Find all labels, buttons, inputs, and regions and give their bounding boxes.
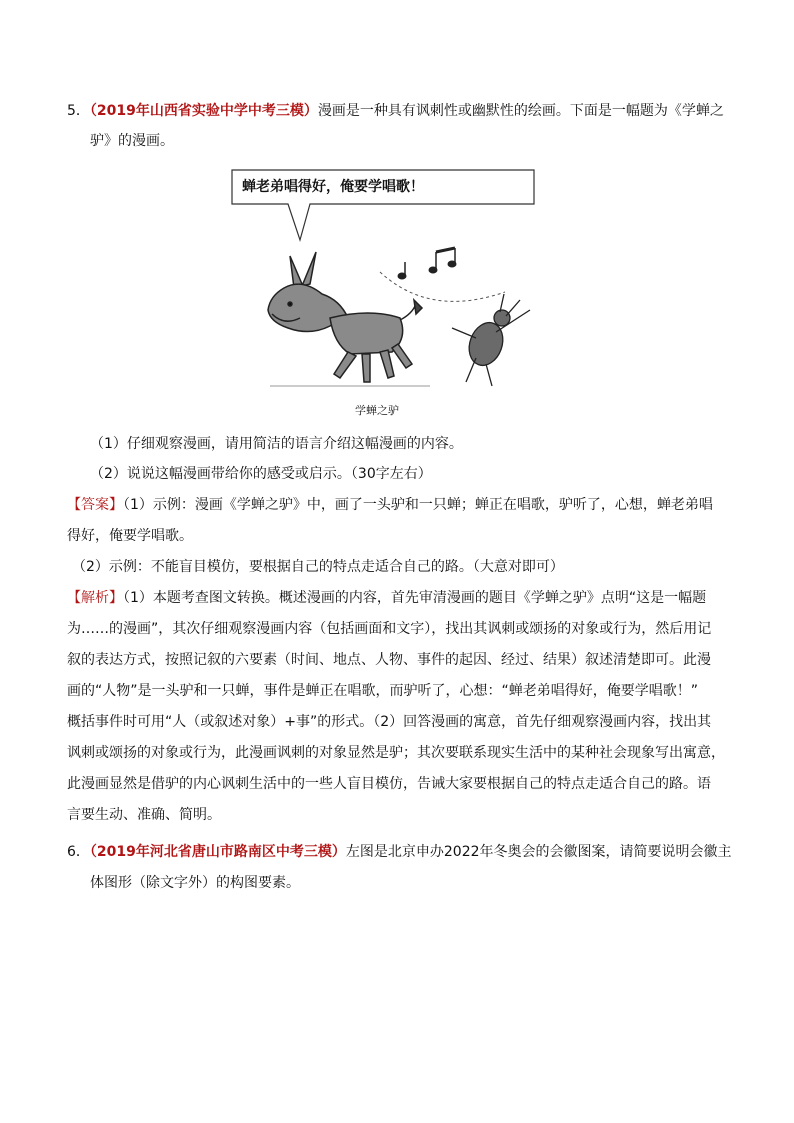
analysis-line-3: 叙的表达方式，按照记叙的六要素（时间、地点、人物、事件的起因、经过、结果）叙述清楚即可。此漫: [67, 652, 711, 668]
question-6-number: 6．: [67, 844, 90, 860]
analysis-tag: 【解析】: [67, 590, 123, 606]
question-5-line-1: [67, 101, 724, 121]
analysis-line-2: 为……的漫画”，其次仔细观察漫画内容（包括画面和文字），找出其讽刺或颂扬的对象或行为，然后用记: [67, 621, 712, 637]
analysis-line-7: 此漫画显然是借驴的内心讽刺生活中的一些人盲目模仿，告诫大家要根据自己的特点走适合自己的路。语: [67, 776, 711, 792]
question-5-text-a: 漫画是一种具有讽刺性或幽默性的绘画。下面是一幅题为《学蝉之: [317, 103, 724, 119]
donkey-icon: [268, 252, 422, 382]
analysis-line-4: 画的“人物”是一头驴和一只蝉，事件是蝉正在唱歌，而驴听了，心想：“蝉老弟唱得好，俺要学唱歌！”: [67, 683, 699, 699]
comic-speech-bubble: 蝉老弟唱得好，俺要学唱歌！: [242, 179, 424, 195]
answer-line-1: [67, 495, 713, 515]
answer-tag: 【答案】: [67, 497, 123, 513]
comic-illustration: [230, 168, 550, 423]
analysis-text-0: （1）本题考查图文转换。概述漫画的内容，首先审清漫画的题目《学蝉之驴》点明“这是一幅题: [123, 590, 707, 606]
question-5-source: （2019年山西省实验中学中考三模）: [89, 103, 318, 119]
analysis-line-8: 言要生动、准确、简明。: [67, 807, 221, 823]
question-6-source: （2019年河北省唐山市路南区中考三模）: [89, 844, 346, 860]
question-5-number: 5．: [67, 103, 90, 119]
question-6-line-1: [67, 842, 732, 862]
question-6-text-a: 左图是北京申办2022年冬奥会的会徽图案，请简要说明会徽主: [345, 844, 732, 860]
question-6-line-2: 体图形（除文字外）的构图要素。: [90, 875, 300, 891]
analysis-line-6: 讽刺或颂扬的对象或行为，此漫画讽刺的对象显然是驴；其次要联系现实生活中的某种社会现象写出寓意，: [67, 745, 725, 761]
answer-line-2: 得好，俺要学唱歌。: [67, 528, 193, 544]
answer-1a: （1）示例：漫画《学蝉之驴》中，画了一头驴和一只蝉；蝉正在唱歌，驴听了，心想，蝉老弟唱: [123, 497, 713, 513]
analysis-line-1: [67, 588, 706, 608]
sub-question-1: （1）仔细观察漫画，请用简洁的语言介绍这幅漫画的内容。: [90, 436, 463, 452]
cicada-icon: [452, 294, 530, 386]
comic-caption: 学蝉之驴: [355, 404, 399, 417]
analysis-line-5: 概括事件时可用“人（或叙述对象）+事”的形式。（2）回答漫画的寓意，首先仔细观察漫画内容，找出其: [67, 714, 712, 730]
sub-question-2: （2）说说这幅漫画带给你的感受或启示。（30字左右）: [90, 466, 432, 482]
music-notes-icon: [398, 248, 456, 279]
question-5-line-2: 驴》的漫画。: [90, 133, 174, 149]
answer-line-3: （2）示例：不能盲目模仿，要根据自己的特点走适合自己的路。（大意对即可）: [72, 559, 564, 575]
